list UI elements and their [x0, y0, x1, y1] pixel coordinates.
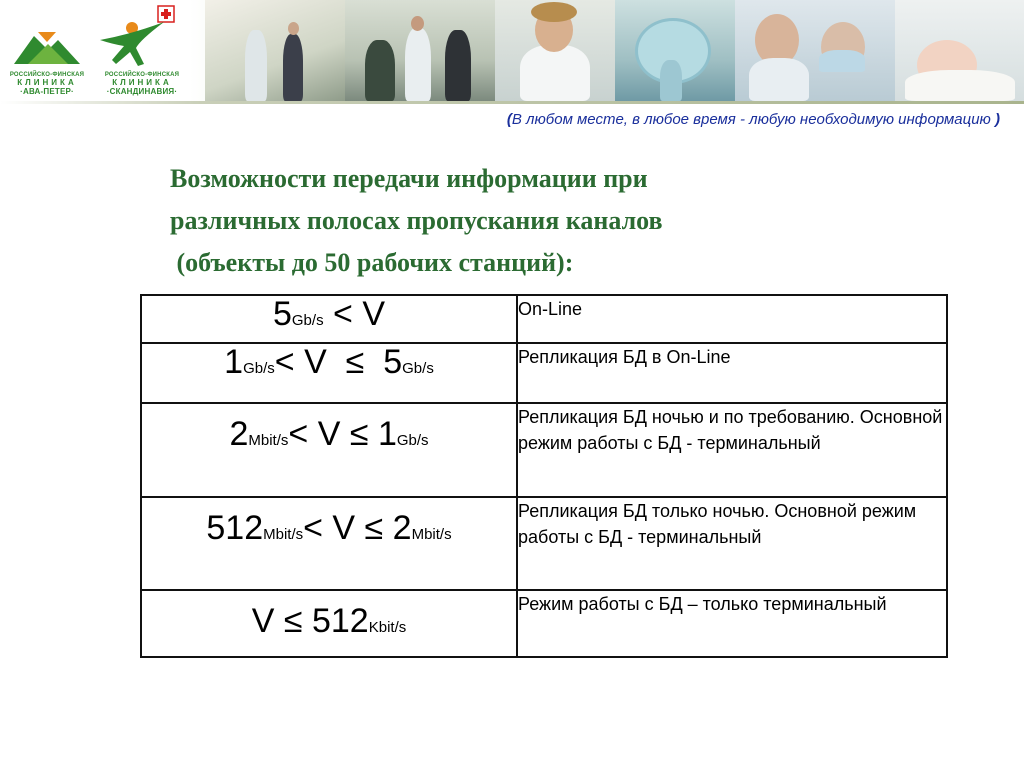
photo-baby	[895, 0, 1024, 101]
logo-ava-peter-line3: ·АВА-ПЕТЕР·	[20, 87, 74, 96]
logo-scandinavia-line3: ·СКАНДИНАВИЯ·	[106, 87, 178, 96]
capability-description: Репликация БД ночью и по требованию. Основной режим работы с БД - терминальный	[517, 403, 947, 497]
bandwidth-condition: V ≤ 512Kbit/s	[141, 590, 517, 657]
motto-close-paren: )	[995, 111, 1000, 128]
logo-ava-peter	[8, 20, 86, 100]
capability-description: Режим работы с БД – только терминальный	[517, 590, 947, 657]
logo-scandinavia-line1: РОССИЙСКО-ФИНСКАЯ	[104, 72, 180, 78]
photo-waiting-room	[345, 0, 495, 101]
title-line-2: различных полосах пропускания каналов	[170, 206, 663, 235]
logo-scandinavia	[92, 4, 192, 100]
bandwidth-condition: 1Gb/s< V ≤ 5Gb/s	[141, 343, 517, 403]
table-row	[141, 497, 947, 590]
bandwidth-condition: 512Mbit/s< V ≤ 2Mbit/s	[141, 497, 517, 590]
bandwidth-condition: 5Gb/s < V	[141, 295, 517, 343]
capability-description: Репликация БД в On-Line	[517, 343, 947, 403]
motto-text: В любом месте, в любое время - любую необходимую информацию	[511, 111, 995, 128]
logo-ava-peter-line2: КЛИНИКА	[17, 78, 77, 87]
title-line-3: (объекты до 50 рабочих станций):	[170, 248, 574, 277]
photo-corridor	[205, 0, 345, 101]
title-line-1: Возможности передачи информации при	[170, 164, 648, 193]
logo-ava-peter-line1: РОССИЙСКО-ФИНСКАЯ	[9, 72, 85, 78]
table-row	[141, 590, 947, 657]
capability-description: On-Line	[517, 295, 947, 343]
bandwidth-table	[140, 294, 948, 658]
logo-scandinavia-mark-icon	[92, 4, 192, 70]
header-banner	[0, 0, 1024, 104]
banner-divider	[0, 101, 1024, 104]
table-row	[141, 343, 947, 403]
table-row	[141, 295, 947, 343]
photo-doctor	[495, 0, 615, 101]
photo-equipment	[615, 0, 735, 101]
page-title	[170, 158, 890, 284]
capability-description: Репликация БД только ночью. Основной режим работы с БД - терминальный	[517, 497, 947, 590]
bandwidth-condition: 2Mbit/s< V ≤ 1Gb/s	[141, 403, 517, 497]
photo-nurses	[735, 0, 895, 101]
logo-scandinavia-line2: КЛИНИКА	[112, 78, 172, 87]
logo-ava-peter-mark-icon	[8, 20, 86, 68]
table-row	[141, 403, 947, 497]
motto	[340, 111, 1000, 128]
motto-open-paren: (	[506, 111, 512, 128]
